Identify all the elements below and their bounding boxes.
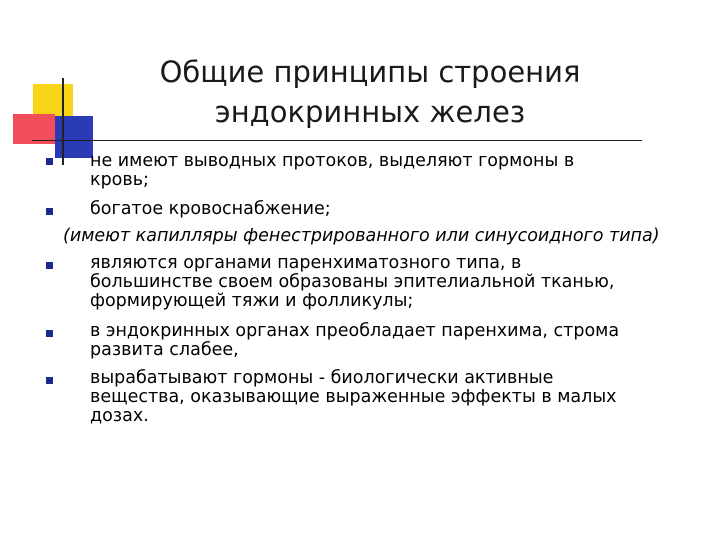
square-bullet-icon: [46, 377, 53, 384]
decor-blue-square: [55, 116, 93, 158]
list-note: (имеют капилляры фенестрированного или синусоидного типа): [63, 226, 660, 246]
list-item: не имеют выводных протоков, выделяют гормоны в кровь;: [90, 151, 575, 190]
slide-title: [100, 52, 640, 132]
list-item: вырабатывают гормоны - биологически активные вещества, оказывающие выраженные эффекты в малых дозах.: [90, 368, 617, 426]
title-divider-line: [32, 140, 642, 141]
decor-vertical-rule: [62, 78, 64, 165]
square-bullet-icon: [46, 262, 53, 269]
slide-title-line-1: Общие принципы строения: [159, 55, 581, 89]
square-bullet-icon: [46, 208, 53, 215]
square-bullet-icon: [46, 158, 53, 165]
slide-title-line-2: эндокринных желез: [214, 95, 526, 129]
square-bullet-icon: [46, 330, 53, 337]
list-item: в эндокринных органах преобладает паренхима, строма развита слабее,: [90, 321, 620, 360]
list-item: являются органами паренхиматозного типа, в большинстве своем образованы эпителиальной тканью, формирующей тяжи и фолликулы;: [90, 253, 615, 311]
list-item: богатое кровоснабжение;: [90, 199, 331, 219]
